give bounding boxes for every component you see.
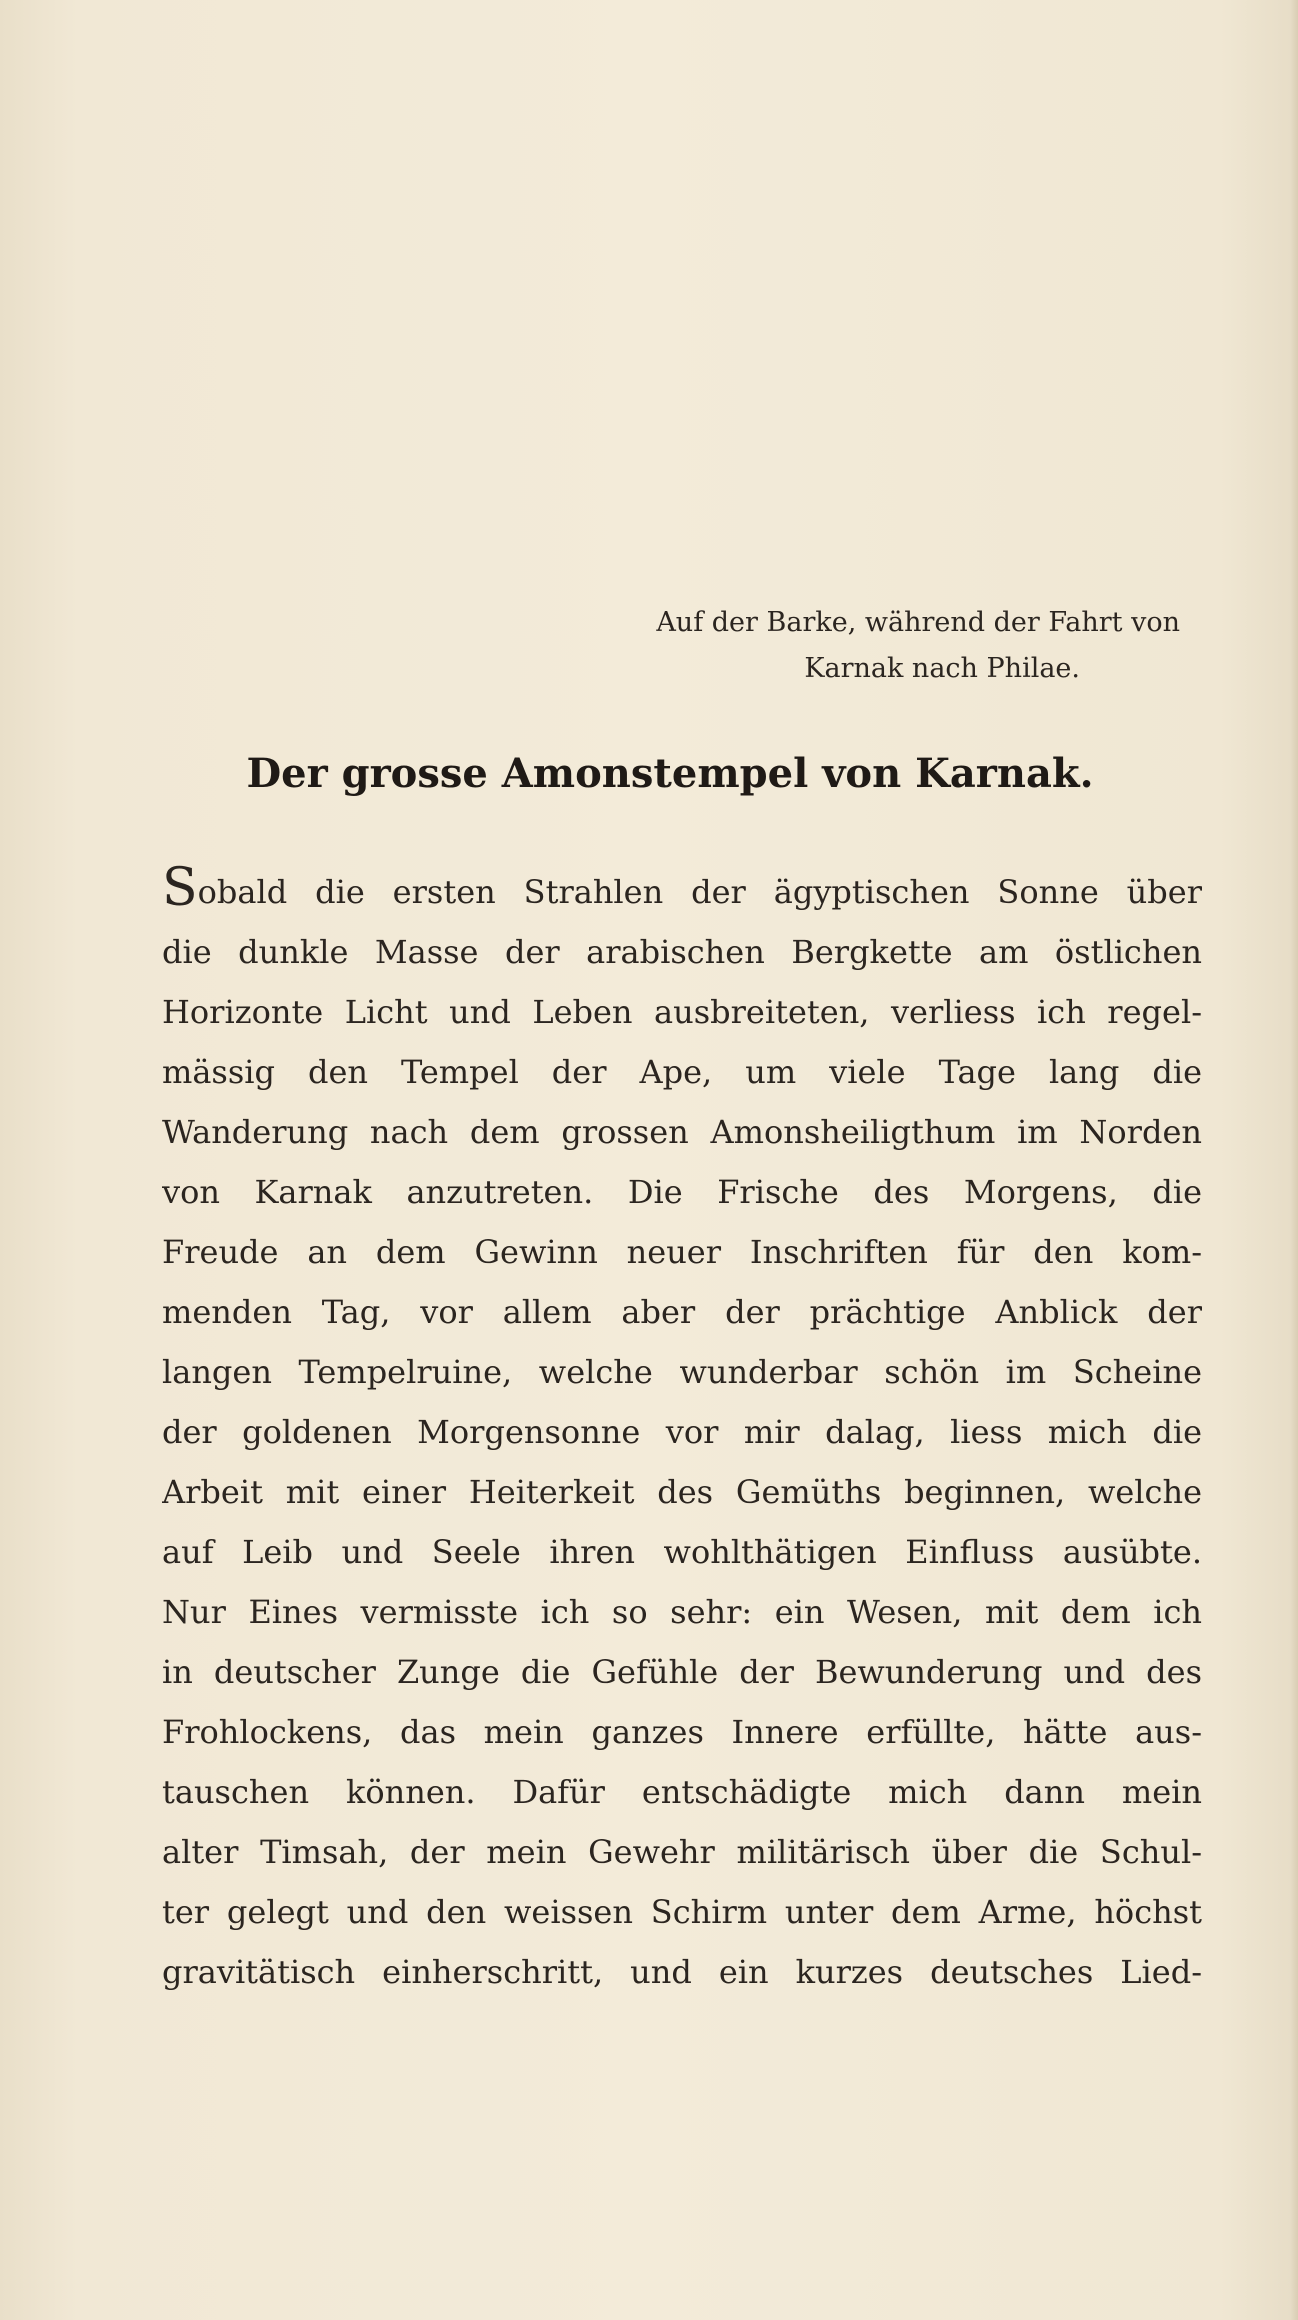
text-line: Frohlockens, das mein ganzes Innere erfüllte, hätte aus- <box>162 1713 1202 1751</box>
text-line: mässig den Tempel der Ape, um viele Tage lang die <box>162 1053 1202 1091</box>
text-line <box>162 862 1202 922</box>
text-line: ter gelegt und den weissen Schirm unter dem Arme, höchst <box>162 1893 1202 1931</box>
text-line: menden Tag, vor allem aber der prächtige Anblick der <box>162 1293 1202 1331</box>
text-line: Freude an dem Gewinn neuer Inschriften für den kom- <box>162 1233 1202 1271</box>
text-line: der goldenen Morgensonne vor mir dalag, liess mich die <box>162 1413 1202 1451</box>
text-line-content: obald die ersten Strahlen der ägyptischen Sonne über <box>197 873 1202 911</box>
text-line: tauschen können. Dafür entschädigte mich dann mein <box>162 1773 1202 1811</box>
text-line: auf Leib und Seele ihren wohlthätigen Einfluss ausübte. <box>162 1533 1202 1571</box>
chapter-heading: Der grosse Amonstempel von Karnak. <box>246 750 1094 797</box>
text-line: von Karnak anzutreten. Die Frische des Morgens, die <box>162 1173 1202 1211</box>
text-line: Arbeit mit einer Heiterkeit des Gemüths beginnen, welche <box>162 1473 1202 1511</box>
dateline <box>560 600 1180 692</box>
text-line: Nur Eines vermisste ich so sehr: ein Wesen, mit dem ich <box>162 1593 1202 1631</box>
dateline-line-2: Karnak nach Philae. <box>804 653 1080 684</box>
text-line: gravitätisch einherschritt, und ein kurzes deutsches Lied- <box>162 1953 1202 1991</box>
drop-cap: S <box>162 862 198 918</box>
dateline-line-1: Auf der Barke, während der Fahrt von <box>656 607 1180 638</box>
text-line: Horizonte Licht und Leben ausbreiteten, verliess ich regel- <box>162 993 1202 1031</box>
body-text <box>162 862 1202 2002</box>
text-line: alter Timsah, der mein Gewehr militärisch über die Schul- <box>162 1833 1202 1871</box>
text-line: Wanderung nach dem grossen Amonsheiligthum im Norden <box>162 1113 1202 1151</box>
text-line: in deutscher Zunge die Gefühle der Bewunderung und des <box>162 1653 1202 1691</box>
text-line: langen Tempelruine, welche wunderbar schön im Scheine <box>162 1353 1202 1391</box>
page-edge <box>1290 0 1298 2320</box>
text-line: die dunkle Masse der arabischen Bergkette am östlichen <box>162 933 1202 971</box>
